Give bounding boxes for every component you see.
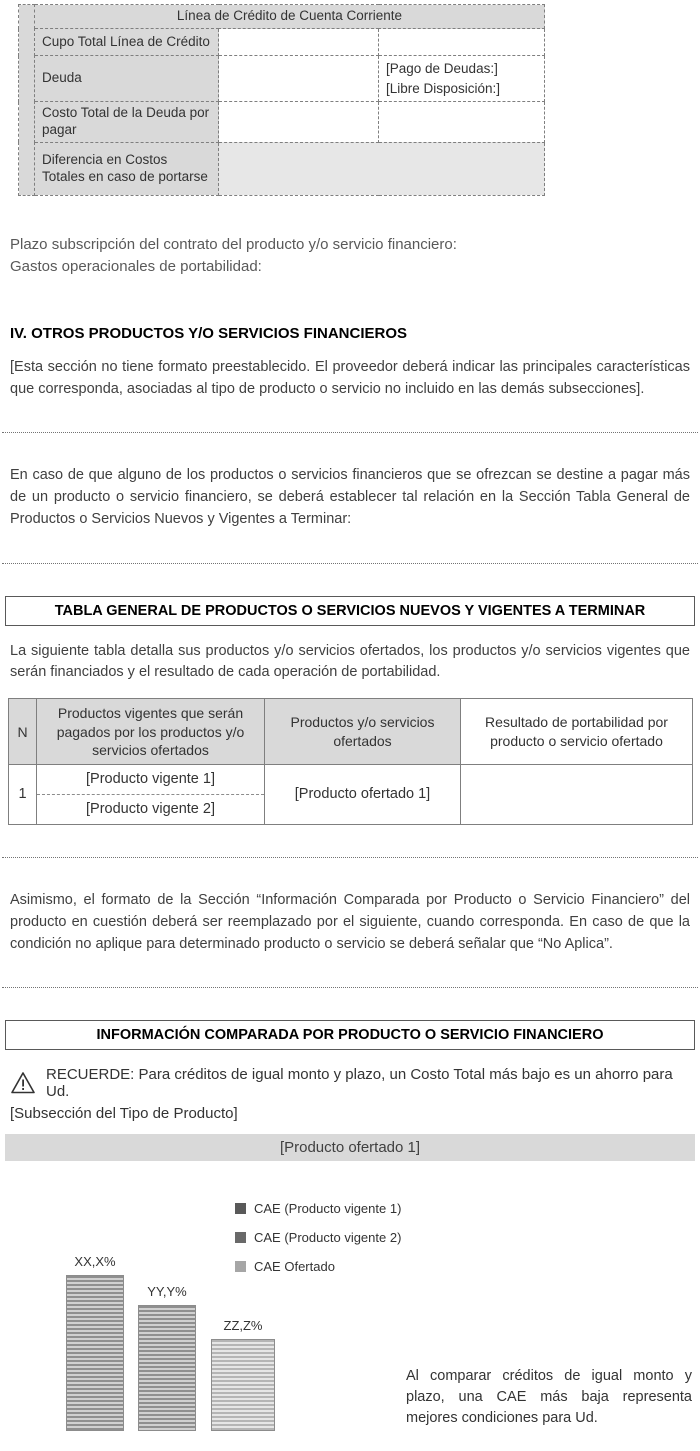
header-resultado: Resultado de portabilidad por producto o servicio ofertado	[461, 699, 693, 765]
chart-legend	[235, 1201, 401, 1274]
cell-producto-vigente-2: [Producto vigente 2]	[37, 795, 265, 825]
cell-n: 1	[9, 765, 37, 825]
row-label-diferencia: Diferencia en Costos Totales en caso de portarse	[35, 142, 219, 195]
diferencia-value-cell	[219, 142, 545, 195]
subsection-line: [Subsección del Tipo de Producto]	[10, 1105, 238, 1123]
costo-right-cell	[379, 102, 545, 143]
general-table-intro: La siguiente tabla detalla sus productos y/o servicios ofertados, los productos y/o servicios vigentes que serán financiados y el resultado de cada operación de portabilidad.	[10, 642, 690, 681]
legend-swatch	[235, 1261, 246, 1272]
dashed-divider-3	[2, 857, 698, 858]
cell-producto-vigente-1: [Producto vigente 1]	[37, 765, 265, 795]
note-libre-disposicion: [Libre Disposición:]	[386, 80, 501, 96]
dashed-divider-2	[2, 563, 698, 564]
legend-label: CAE Ofertado	[254, 1259, 335, 1275]
general-products-table	[8, 698, 693, 825]
warning-triangle-icon	[10, 1071, 36, 1095]
cell-resultado	[461, 765, 693, 825]
asimismo-paragraph: Asimismo, el formato de la Sección “Información Comparada por Producto o Servicio Financiero” del producto en cuestión deberá ser reemplazado por el siguiente, cuando corresponda. En caso de que la condición no aplique para determinado producto o servicio se deberá señalar que “No Aplica”.	[10, 892, 690, 952]
row-label-cupo-total: Cupo Total Línea de Crédito	[35, 29, 219, 56]
row-label-deuda: Deuda	[35, 56, 219, 102]
general-table-row	[9, 765, 693, 795]
bar-cae-vigente-2	[138, 1284, 196, 1431]
bar	[138, 1305, 196, 1431]
cupo-value-cell	[219, 29, 379, 56]
general-table-header-row	[9, 699, 693, 765]
bar-value-label: YY,Y%	[147, 1284, 187, 1300]
section-iv-heading: IV. OTROS PRODUCTOS Y/O SERVICIOS FINANCIEROS	[10, 324, 408, 342]
legend-item-vigente-2	[235, 1230, 401, 1245]
bar-cae-ofertado	[211, 1318, 275, 1431]
section-iv-note: [Esta sección no tiene formato preestablecido. El proveedor deberá indicar las principales características que corresponda, asociadas al tipo de producto o servicio no incluido en las demás subsecciones].	[10, 358, 690, 397]
deuda-note-cell	[379, 56, 545, 102]
relation-paragraph: En caso de que alguno de los productos o servicios financieros que se ofrezcan se destine a pagar más de un producto o servicio financiero, se deberá establecer tal relación en la Sección Tabla General de Productos o Servicios Nuevos y Vigentes a Terminar:	[10, 467, 690, 527]
plazo-line: Plazo subscripción del contrato del producto y/o servicio financiero:	[10, 235, 457, 253]
comparison-box-title: INFORMACIÓN COMPARADA POR PRODUCTO O SERVICIO FINANCIERO	[5, 1020, 695, 1050]
row-label-costo-total: Costo Total de la Deuda por pagar	[35, 102, 219, 143]
product-banner: [Producto ofertado 1]	[5, 1134, 695, 1161]
cupo-right-cell	[379, 29, 545, 56]
header-n: N	[9, 699, 37, 765]
dashed-divider-4	[2, 987, 698, 988]
bar-value-label: ZZ,Z%	[223, 1318, 263, 1334]
reminder-text: RECUERDE: Para créditos de igual monto y plazo, un Costo Total más bajo es un ahorro para Ud.	[46, 1066, 673, 1101]
legend-label: CAE (Producto vigente 2)	[254, 1230, 402, 1246]
left-strip-cell	[19, 5, 35, 196]
legend-swatch	[235, 1203, 246, 1214]
credit-line-table	[18, 4, 545, 196]
legend-item-vigente-1	[235, 1201, 401, 1216]
costo-value-cell	[219, 102, 379, 143]
chart-note: Al comparar créditos de igual monto y plazo, una CAE más baja representa mejores condiciones para Ud.	[406, 1368, 692, 1427]
bar-value-label: XX,X%	[74, 1254, 116, 1270]
bar	[211, 1339, 275, 1431]
legend-item-ofertado	[235, 1259, 401, 1274]
header-productos-ofertados: Productos y/o servicios ofertados	[265, 699, 461, 765]
gastos-line: Gastos operacionales de portabilidad:	[10, 258, 262, 276]
cell-producto-ofertado: [Producto ofertado 1]	[265, 765, 461, 825]
header-productos-vigentes: Productos vigentes que serán pagados por los productos y/o servicios ofertados	[37, 699, 265, 765]
general-table-box-title: TABLA GENERAL DE PRODUCTOS O SERVICIOS NUEVOS Y VIGENTES A TERMINAR	[5, 596, 695, 626]
bar	[66, 1275, 124, 1431]
bar-cae-vigente-1	[66, 1254, 124, 1431]
legend-label: CAE (Producto vigente 1)	[254, 1201, 402, 1217]
note-pago-deudas: [Pago de Deudas:]	[386, 61, 498, 76]
cae-bar-chart	[0, 1169, 700, 1451]
credit-table-title: Línea de Crédito de Cuenta Corriente	[35, 5, 545, 29]
reminder-line	[10, 1066, 690, 1100]
legend-swatch	[235, 1232, 246, 1243]
deuda-value-cell	[219, 56, 379, 102]
dashed-divider-1	[2, 432, 698, 433]
